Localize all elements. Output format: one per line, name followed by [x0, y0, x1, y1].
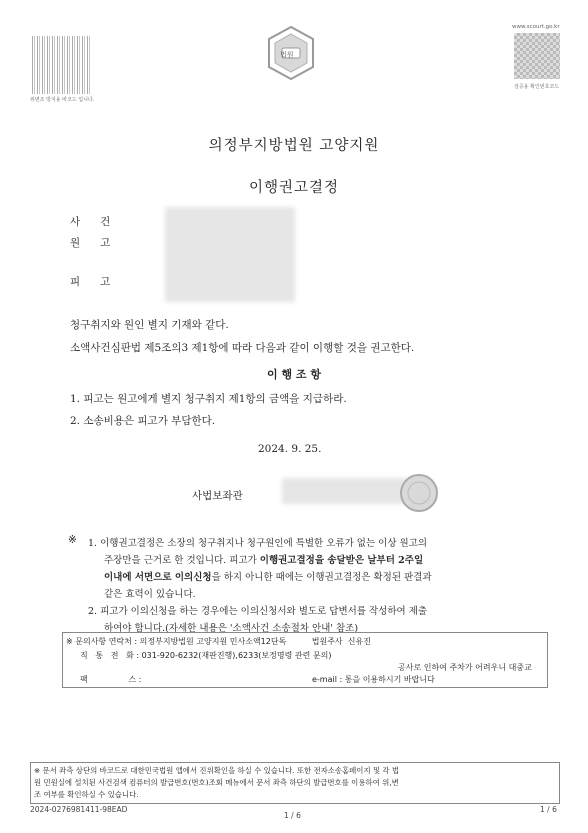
defendant-label: 피 고	[70, 276, 111, 288]
footer-notice-line-3: 조 여부를 확인하실 수 있습니다.	[34, 790, 139, 799]
court-name: 의정부지방법원 고양지원	[208, 138, 380, 154]
notice-1-line-2	[104, 552, 423, 566]
terms-item-1: 1. 피고는 원고에게 별지 청구취지 제1항의 금액을 지급하라.	[70, 393, 347, 405]
body-line-1: 청구취지와 원인 별지 기재와 같다.	[70, 319, 229, 331]
verification-qr-code	[514, 33, 560, 79]
terms-heading: 이 행 조 항	[267, 368, 321, 381]
notice-2-line-2: 하여야 합니다.(자세한 내용은 '소액사건 소송절차 안내' 참조)	[104, 623, 359, 634]
qr-caption: 검증용 확인번호코드	[514, 84, 560, 90]
document-title: 이행권고결정	[248, 180, 340, 196]
footer-notice-line-2: 원 민원실에 설치된 사건검색 컴퓨터의 발급번호(번호)조회 메뉴에서 문서 좌측 하단의 발급번호를 이용하여 위,변	[34, 778, 399, 787]
official-label: 사법보좌관	[192, 490, 243, 502]
decision-date: 2024. 9. 25.	[258, 443, 322, 455]
notice-1-line-3	[104, 569, 432, 583]
redacted-party-info	[165, 207, 295, 302]
contact-line-1: ※ 문의사항 연락처 : 의정부지방법원 고양지원 민사소액12단독 법원주사 신유진	[66, 637, 371, 646]
notice-1-line-3a: 이내에 서면으로 이의신청	[104, 572, 212, 583]
contact-line-2: 직 통 전 화 : 031-920-6232(재판진행),6233(보정명령 관련 문의)	[80, 651, 332, 660]
issue-number: 2024-0276981411-98EAD	[30, 805, 128, 814]
terms-item-2: 2. 소송비용은 피고가 부담한다.	[70, 415, 216, 427]
page-number-right: 1 / 6	[540, 805, 557, 814]
notice-1-line-1: 1. 이행권고결정은 소장의 청구취지나 청구원인에 특별한 오류가 없는 이상 원고의	[88, 538, 428, 549]
notice-1-line-2b: 이행권고결정을 송달받은 날부터 2주일	[259, 555, 424, 566]
notice-2-line-1: 2. 피고가 이의신청을 하는 경우에는 이의신청서와 별도로 답변서를 작성하여 제출	[88, 606, 428, 617]
footer-notice-line-1: ※ 문서 좌측 상단의 바코드로 대한민국법원 앱에서 진위확인을 하실 수 있습니다. 또한 전자소송홈페이지 및 각 법	[34, 766, 400, 775]
plaintiff-label: 원 고	[70, 237, 111, 249]
page-number-center: 1 / 6	[284, 811, 301, 820]
contact-line-3: 공사로 인하여 주차가 어려우니 대중교	[398, 663, 532, 672]
contact-email: e-mail : 통을 이용하시기 바랍니다	[312, 675, 435, 684]
emblem-text: 법원	[280, 51, 294, 59]
authentication-barcode	[32, 36, 90, 94]
notice-1-line-4: 같은 효력이 있습니다.	[104, 589, 196, 600]
body-line-2: 소액사건심판법 제5조의3 제1항에 따라 다음과 같이 이행할 것을 권고한다.	[70, 342, 415, 354]
site-url: www.scourt.go.kr	[512, 24, 560, 30]
notice-1-line-3b: 을 하지 아니한 때에는 이행권고결정은 확정된 판결과	[211, 572, 432, 583]
notice-1-line-2a: 주장만을 근거로 한 것입니다. 피고가	[104, 555, 260, 566]
case-label: 사 건	[70, 216, 111, 228]
contact-fax-label: 팩 스 :	[80, 675, 142, 684]
notice-mark: ※	[68, 534, 77, 546]
official-seal-icon	[398, 472, 440, 514]
barcode-caption: 위변조 방지용 바코드 입니다.	[30, 97, 95, 103]
